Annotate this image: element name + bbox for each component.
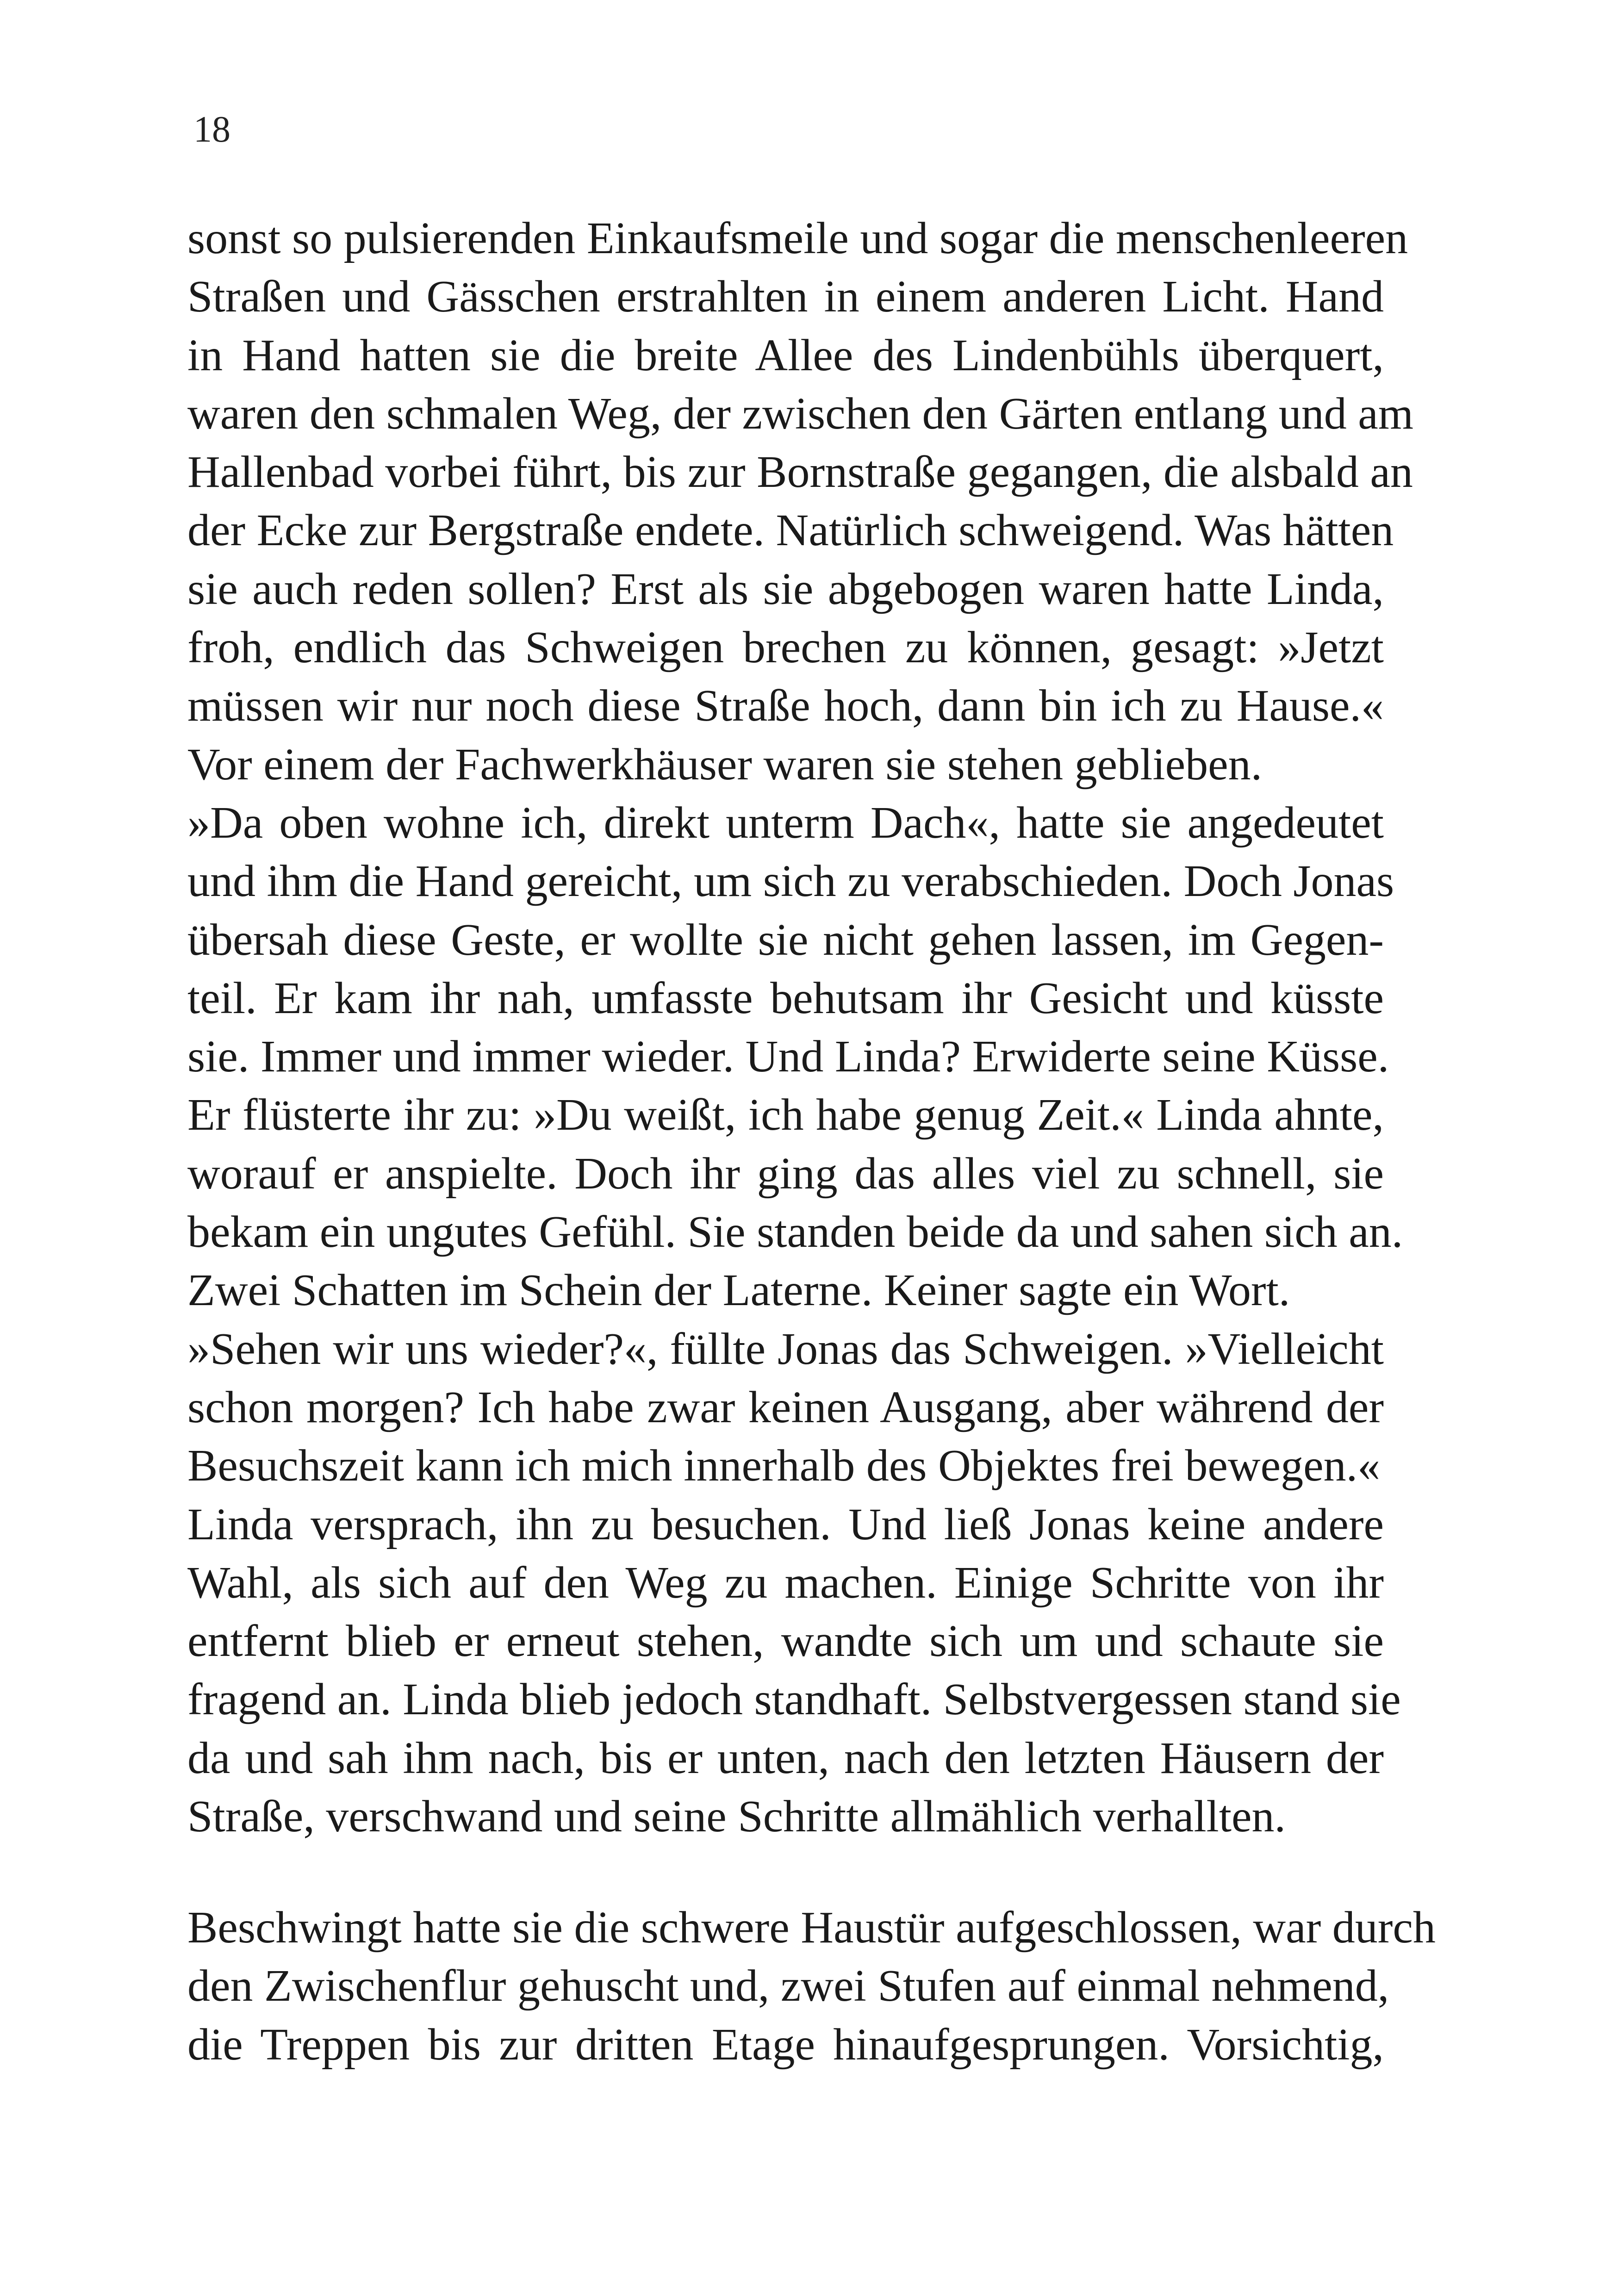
text-line: der Ecke zur Bergstraße endete. Natürlich schweigend. Was hätten <box>187 505 1394 556</box>
text-line: Wahl, als sich auf den Weg zu machen. Einige Schritte von ihr <box>187 1557 1384 1608</box>
text-line: Zwei Schatten im Schein der Laterne. Keiner sagte ein Wort. <box>187 1265 1290 1316</box>
text-line: waren den schmalen Weg, der zwischen den Gärten entlang und am <box>187 388 1413 439</box>
text-line: bekam ein ungutes Gefühl. Sie standen beide da und sahen sich an. <box>187 1207 1403 1257</box>
text-line: schon morgen? Ich habe zwar keinen Ausgang, aber während der <box>187 1382 1384 1432</box>
text-line: Straße, verschwand und seine Schritte allmählich verhallten. <box>187 1792 1286 1842</box>
text-line: die Treppen bis zur dritten Etage hinaufgesprungen. Vorsichtig, <box>187 2019 1384 2070</box>
text-line: Vor einem der Fachwerkhäuser waren sie stehen geblieben. <box>187 739 1263 790</box>
text-line: da und sah ihm nach, bis er unten, nach den letzten Häusern der <box>187 1733 1384 1783</box>
text-line: Besuchszeit kann ich mich innerhalb des Objektes frei bewegen.« <box>187 1441 1381 1491</box>
text-line: müssen wir nur noch diese Straße hoch, dann bin ich zu Hause.« <box>187 681 1384 731</box>
text-line: »Sehen wir uns wieder?«, füllte Jonas das Schweigen. »Vielleicht <box>187 1324 1384 1374</box>
text-line: worauf er anspielte. Doch ihr ging das alles viel zu schnell, sie <box>187 1148 1384 1199</box>
page-number: 18 <box>193 109 230 150</box>
text-line: froh, endlich das Schweigen brechen zu können, gesagt: »Jetzt <box>187 622 1384 673</box>
text-line: und ihm die Hand gereicht, um sich zu verabschieden. Doch Jonas <box>187 856 1394 907</box>
text-line: fragend an. Linda blieb jedoch standhaft. Selbstvergessen stand sie <box>187 1674 1401 1725</box>
text-line: Hallenbad vorbei führt, bis zur Bornstraße gegangen, die alsbald an <box>187 447 1413 498</box>
text-line: teil. Er kam ihr nah, umfasste behutsam ihr Gesicht und küsste <box>187 973 1384 1023</box>
text-line: übersah diese Geste, er wollte sie nicht gehen lassen, im Gegen- <box>187 915 1384 965</box>
text-line: Er flüsterte ihr zu: »Du weißt, ich habe genug Zeit.« Linda ahnte, <box>187 1090 1384 1140</box>
text-line: »Da oben wohne ich, direkt unterm Dach«, hatte sie angedeutet <box>187 797 1384 848</box>
text-line: entfernt blieb er erneut stehen, wandte sich um und schaute sie <box>187 1616 1384 1667</box>
paragraph-block-1 <box>187 209 1413 1846</box>
text-line: Beschwingt hatte sie die schwere Haustür aufgeschlossen, war durch <box>187 1903 1436 1953</box>
text-line: den Zwischenflur gehuscht und, zwei Stufen auf einmal nehmend, <box>187 1961 1389 2011</box>
text-line: Linda versprach, ihn zu besuchen. Und ließ Jonas keine andere <box>187 1499 1384 1549</box>
paragraph-block-2 <box>187 1898 1436 2074</box>
text-line: in Hand hatten sie die breite Allee des Lindenbühls überquert, <box>187 330 1384 380</box>
text-line: sie. Immer und immer wieder. Und Linda? Erwiderte seine Küsse. <box>187 1032 1389 1082</box>
text-line: sonst so pulsierenden Einkaufsmeile und sogar die menschenleeren <box>187 213 1408 263</box>
text-line: sie auch reden sollen? Erst als sie abgebogen waren hatte Linda, <box>187 564 1384 614</box>
text-line: Straßen und Gässchen erstrahlten in einem anderen Licht. Hand <box>187 272 1384 322</box>
